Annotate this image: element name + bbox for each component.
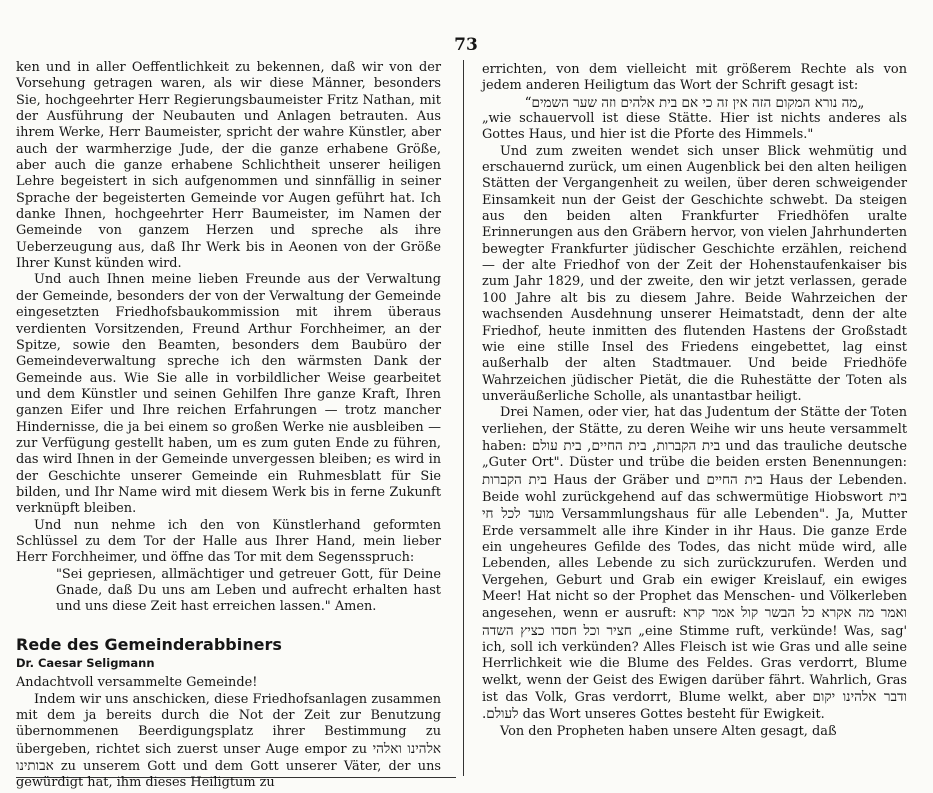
text-isaiah-translation: „eine Stimme ruft, verkünde! Was, sag' ich, soll ich verkünden? Alles Fleisch ist wie Gras und alle seine Herrlichkeit wie die Blume des Feldes. Gras verdorrt, Blume welkt, wenn der Geist des Ewigen darüber fährt. Wahrlich, Gras ist das Volk, Gras verdorrt, Blume welkt, aber bbox=[482, 623, 907, 706]
paragraph-scripture-intro: errichten, von dem vielleicht mit größerem Rechte als von jedem anderen Heiligtum das Wort der Schrift gesagt ist: bbox=[482, 62, 907, 94]
hebrew-beth-hakvaroth: בית הקברות bbox=[482, 471, 547, 488]
paragraph-old-cemeteries: Und zum zweiten wendet sich unser Blick wehmütig und erschauernd zurück, um einen Augenblick bei den alten heiligen Stätten der Vergangenheit zu weilen, über deren schweigender Einsamkeit nun der Geist der Geschichte schwebt. Da steigen aus den beiden alten Frankfurter Friedhöfen uralte Erinnerungen aus den Gräbern hervor, von vielen Jahrhunderten bewegter Frankfurter jüdischer Geschichte erzählen, reichend — der alte Friedhof von der Zeit der Hohenstaufenkaiser bis zum Jahr 1829, und der zweite, den wir jetzt verlassen, gerade 100 Jahre alt bis zu diesem Jahre. Beide Wahrzeichen der wachsenden Ausdehnung unserer Heimatstadt, denn der alte Friedhof, heute inmitten des flutenden Hastens der Großstadt wie eine stille Insel des Friedens eingebettet, lag einst außerhalb der alten Stadtmauer. Und beide Friedhöfe Wahrzeichen jüdischer Pietät, die die Ruhestätte der Toten als unveräußerliche Scholle, als unantastbar heiligt. bbox=[482, 143, 907, 404]
right-column bbox=[482, 62, 907, 740]
salutation: Andachtvoll versammelte Gemeinde! bbox=[16, 675, 258, 691]
hebrew-names: בית הקברות, בית החיים, בית עולם bbox=[531, 437, 721, 454]
text-guter-ort: und das trauliche deutsche „Guter Ort". Düster und trübe die beiden ersten Benennungen: bbox=[482, 438, 907, 471]
speech-text-a: Indem wir uns anschicken, diese Friedhofsanlagen zusammen mit dem ja bereits durch die Not der Zeit zur Benutzung übernommenen Beerdigungsplatz ihrer Bestimmung zu übergeben, richtet sich zuerst unser Auge empor zu bbox=[16, 691, 441, 757]
speech-paragraph bbox=[16, 692, 441, 792]
paragraph-administration-thanks: Und auch Ihnen meine lieben Freunde aus der Verwaltung der Gemeinde, besonders der von der Verwaltung der Gemeinde eingesetzten Friedhofsbaukommission mit ihrem überaus verdienten Vorsitzenden, Freund Arthur Forchheimer, an der Spitze, sowie den Beamten, besonders dem Baubüro der Gemeindeverwaltung spreche ich den wärmsten Dank der Gemeinde aus. Wie Sie alle in vorbildlicher Weise gearbeitet und dem Künstler und seinen Gehilfen Ihre ganze Kraft, Ihren ganzen Eifer und Ihre reichen Erfahrungen — trotz mancher Hindernisse, die ja bei einem so großen Werke nie ausbleiben — zur Verfügung gestellt haben, um es zum guten Ende zu führen, das wird Ihnen in der Gemeinde unvergessen bleiben; es wird in der Geschichte unserer Gemeinde ein Ruhmesblatt für Sie bilden, und Ihr Name wird mit diesem Werk bis in ferne Zukunft verknüpft bleiben. bbox=[16, 272, 441, 517]
paragraph-three-names bbox=[482, 405, 907, 724]
hebrew-phrase: אלהינו ואלהי אבותינו bbox=[16, 740, 441, 775]
hebrew-kol-omer: קול אמר קרא bbox=[683, 605, 759, 622]
hebrew-isaiah-verse: ואמר מה אקרא כל הבשר חציר וכל חסדו כציץ השדה bbox=[482, 605, 907, 639]
text-names-intro: Drei Namen, oder vier, hat das Judentum der Stätte der Toten verliehen, der Stätte, zu deren Weihe wir uns heute versammelt haben: bbox=[482, 405, 907, 454]
text-mother-earth: Versammlungshaus für alle Lebenden". Ja, Mutter Erde versammelt alle ihre Kinder in ihr Haus. Die ganze Erde ein ungeheures Gefilde des Todes, das nicht müde wird, alle Lebenden, alles Lebende zu sich zurückzurufen. Werden und Vergehen, Geburt und Grab ein ewiger Kreislauf, ein ewiges Meer! Hat nicht so der Prophet das Menschen- und Völkerleben angesehen, wenn er ausruft: bbox=[482, 507, 907, 622]
left-column bbox=[16, 60, 441, 792]
text-haus-der-graeber: Haus der Gräber und bbox=[553, 472, 700, 488]
blessing-quote: "Sei gepriesen, allmächtiger und getreuer Gott, für Deine Gnade, daß Du uns am Leben und aufrecht erhalten hast und uns diese Zeit hast erreichen lassen." Amen. bbox=[56, 566, 441, 615]
paragraph-verse-translation: „wie schauervoll ist diese Stätte. Hier ist nichts anderes als Gottes Haus, und hier ist die Pforte des Himmels." bbox=[482, 111, 907, 143]
text-haus-der-lebenden: Haus der Lebenden. Beide wohl zurückgehend auf das schwermütige Hiobswort bbox=[482, 472, 907, 505]
hebrew-job-verse: בית מועד לכל חי bbox=[482, 488, 907, 523]
text-word-of-god: das Wort unseres Gottes besteht für Ewigkeit. bbox=[522, 707, 825, 723]
section-title: Rede des Gemeinderabbiners bbox=[16, 634, 282, 654]
speech-text-b: zu unserem Gott und dem Gott unserer Väter, der uns gewürdigt hat, ihm dieses Heiligtum zu bbox=[16, 759, 441, 791]
paragraph-prophets: Von den Propheten haben unsere Alten gesagt, daß bbox=[500, 723, 837, 739]
hebrew-dvar-elohenu: ודבר אלהינו יקום לעולם. bbox=[482, 689, 907, 723]
column-divider bbox=[463, 60, 464, 776]
section-author: Dr. Caesar Seligmann bbox=[16, 656, 155, 671]
hebrew-beth-hachajim: בית החיים bbox=[706, 471, 763, 488]
page-number: 73 bbox=[454, 35, 478, 55]
hebrew-verse-genesis: „מה נורא המקום הזה אין זה כי אם בית אלהים וזה שער השמים“ bbox=[524, 94, 865, 111]
paragraph-key-handover: Und nun nehme ich den von Künstlerhand geformten Schlüssel zu dem Tor der Halle aus Ihrer Hand, mein lieber Herr Forchheimer, und öffne das Tor mit dem Segensspruch: bbox=[16, 517, 441, 566]
paragraph-architect-thanks: ken und in aller Oeffentlichkeit zu bekennen, daß wir von der Vorsehung getragen waren, als wir diese Männer, besonders Sie, hochgeehrter Herr Regierungsbaumeister Fritz Nathan, mit der Ausführung der Neubauten und Anlagen betrauten. Aus ihrem Werke, Herr Baumeister, spricht der wahre Künstler, aber auch der warmherzige Jude, der die ganze erhabene Größe, aber auch die ganze erhabene Schlichtheit unserer heiligen Lehre begeistert in sich aufgenommen und sinnfällig in seiner Sprache der begeisterten Gemeinde vor Augen geführt hat. Ich danke Ihnen, hochgeehrter Herr Baumeister, im Namen der Gemeinde von ganzem Herzen und spreche als ihre Ueberzeugung aus, daß Ihr Werk bis in Aeonen von der Größe Ihrer Kunst künden wird. bbox=[16, 60, 441, 272]
